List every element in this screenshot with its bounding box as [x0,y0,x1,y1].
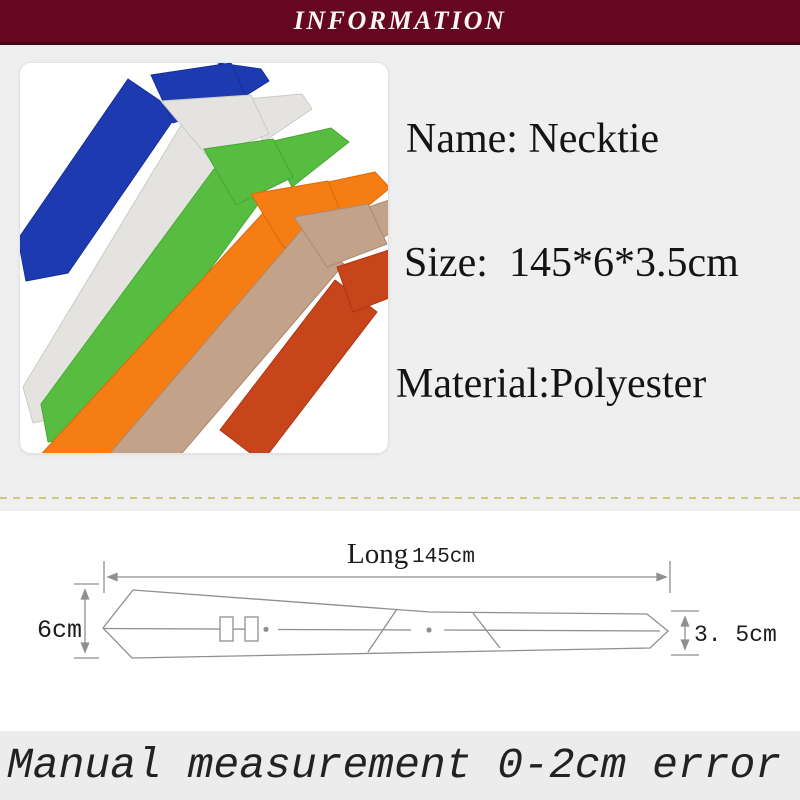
length-label-word: Long [347,538,409,570]
footer-bar [0,731,800,800]
neckties-photo [20,63,388,453]
narrow-end-label: 3. 5cm [694,622,777,648]
product-photo-card [19,62,389,454]
page-title: INFORMATION [293,6,507,35]
keeper-loop-1 [220,617,233,641]
tie-measurement-diagram [0,511,800,731]
spec-size-line: Size: 145*6*3.5cm [404,240,739,286]
keeper-loop-2 [245,617,258,641]
tie-centerline-2 [278,630,411,631]
measurement-diagram-section [0,511,800,731]
tie-outline [103,590,668,658]
spec-material-line: Material:Polyester [396,361,707,407]
diagram-linework [74,561,699,658]
spec-name-line: Name: Necktie [406,116,660,162]
length-label-value: 145cm [412,546,476,569]
wide-end-label: 6cm [36,616,82,645]
header-bar [0,0,800,45]
centerline-dot-2 [426,627,431,632]
dotted-divider [0,497,800,499]
centerline-dot-1 [263,627,268,632]
measurement-error-note: Manual measurement 0-2cm error [7,741,782,790]
